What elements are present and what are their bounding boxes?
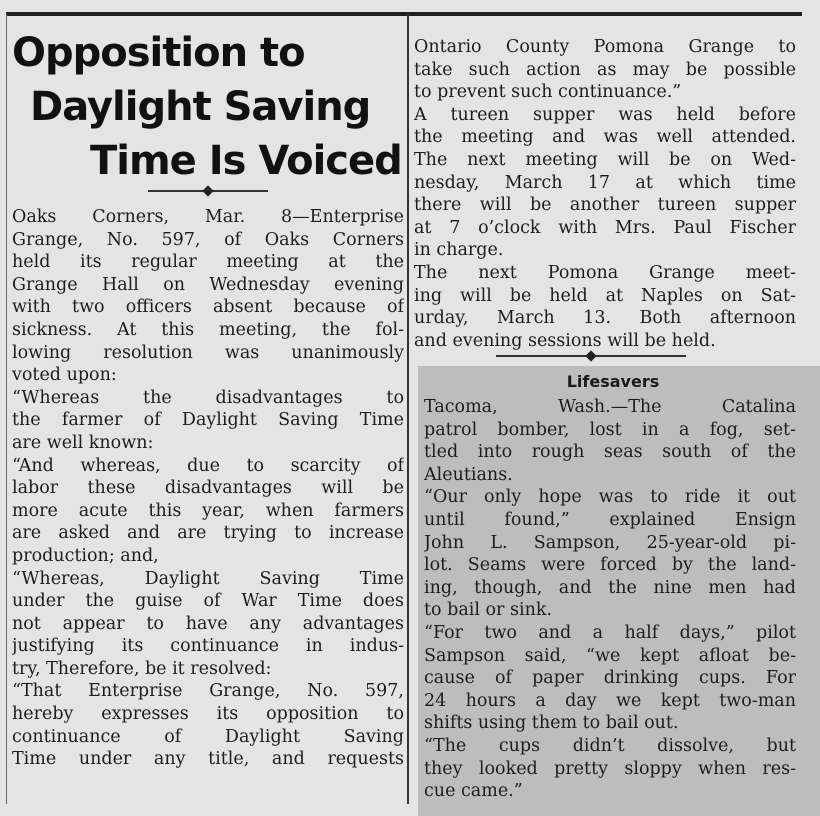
text-line: ing, though, and the nine men had (424, 577, 796, 598)
text-line: nesday, March 17 at which time (414, 172, 796, 193)
text-line: “That Enterprise Grange, No. 597, (12, 681, 404, 702)
text-line: under the guise of War Time does (12, 591, 404, 612)
text-line: Aleutians. (424, 464, 513, 485)
text-line: try, Therefore, be it resolved: (12, 658, 272, 679)
text-line: urday, March 13. Both afternoon (414, 308, 796, 329)
text-line: at 7 o’clock with Mrs. Paul Fischer (414, 217, 796, 238)
text-line: Ontario County Pomona Grange to (414, 37, 796, 57)
text-line: “And whereas, due to scarcity of (12, 455, 404, 476)
text-line: tled into rough seas south of the (424, 442, 796, 463)
text-line: cause of paper drinking cups. For (424, 668, 796, 689)
text-line: to prevent such continuance.” (414, 82, 682, 103)
text-line: The next Pomona Grange meet- (414, 262, 796, 283)
text-line: lowing resolution was unanimously (12, 342, 404, 363)
top-rule (6, 12, 802, 16)
text-line: hereby expresses its opposition to (12, 704, 404, 725)
text-line: patrol bomber, lost in a fog, set- (424, 419, 796, 440)
text-line: are well known: (12, 432, 154, 453)
article-headline (12, 26, 404, 188)
headline-line-1: Opposition to (12, 30, 305, 76)
text-line: take such action as may be possible (414, 59, 796, 80)
text-line: “Our only hope was to ride it out (424, 487, 796, 508)
text-line: they looked pretty sloppy when res- (424, 758, 796, 779)
text-line: “For two and a half days,” pilot (424, 622, 796, 643)
headline-line-2: Daylight Saving (30, 84, 371, 130)
text-line: ing will be held at Naples on Sat- (414, 285, 796, 306)
text-line: justifying its continuance in indus- (12, 636, 404, 657)
text-line: and evening sessions will be held. (414, 330, 716, 351)
text-line: the farmer of Daylight Saving Time (12, 410, 404, 431)
text-line: Grange Hall on Wednesday evening (12, 274, 404, 295)
headline-ornament-rule (148, 190, 268, 192)
text-line: “Whereas, Daylight Saving Time (12, 568, 404, 589)
text-line: A tureen supper was held before (414, 104, 796, 125)
text-line: with two officers absent because of (12, 297, 404, 318)
text-line: Grange, No. 597, of Oaks Corners (12, 229, 404, 250)
text-line: John L. Sampson, 25-year-old pi- (424, 532, 796, 553)
text-line: production; and, (12, 545, 159, 566)
text-line: sickness. At this meeting, the fol- (12, 319, 404, 340)
text-line: until found,” explained Ensign (424, 509, 796, 530)
headline-line-3: Time Is Voiced (90, 138, 402, 184)
text-line: 24 hours a day we kept two-man (424, 690, 796, 711)
text-line: to bail or sink. (424, 600, 553, 621)
text-line: not appear to have any advantages (12, 613, 404, 634)
text-line: the meeting and was well attended. (414, 127, 796, 148)
section-ornament-rule (496, 355, 686, 357)
text-line: lot. Seams were forced by the land- (424, 555, 796, 576)
text-line: labor these disadvantages will be (12, 478, 404, 499)
text-line: are asked and are trying to increase (12, 523, 404, 544)
text-line: The next meeting will be on Wed- (414, 149, 796, 170)
left-column-rule (6, 14, 7, 804)
text-line: held its regular meeting at the (12, 252, 404, 273)
text-line: shifts using them to bail out. (424, 713, 679, 734)
text-line: Time under any title, and requests (12, 749, 404, 770)
column-divider (407, 14, 409, 804)
text-line: Oaks Corners, Mar. 8—Enterprise (12, 207, 404, 227)
text-line: Sampson said, “we kept afloat be- (424, 645, 796, 666)
text-line: “Whereas the disadvantages to (12, 387, 404, 408)
text-line: “The cups didn’t dissolve, but (424, 735, 796, 756)
text-line: cue came.” (424, 781, 523, 802)
text-line: there will be another tureen supper (414, 195, 796, 216)
lifesavers-body (424, 396, 796, 803)
text-line: voted upon: (12, 365, 117, 386)
article-left-column (12, 206, 404, 771)
text-line: Tacoma, Wash.—The Catalina (424, 397, 796, 417)
text-line: continuance of Daylight Saving (12, 726, 404, 747)
article-right-column (414, 36, 796, 352)
text-line: more acute this year, when farmers (12, 500, 404, 521)
lifesavers-title: Lifesavers (566, 372, 660, 391)
text-line: in charge. (414, 240, 504, 261)
